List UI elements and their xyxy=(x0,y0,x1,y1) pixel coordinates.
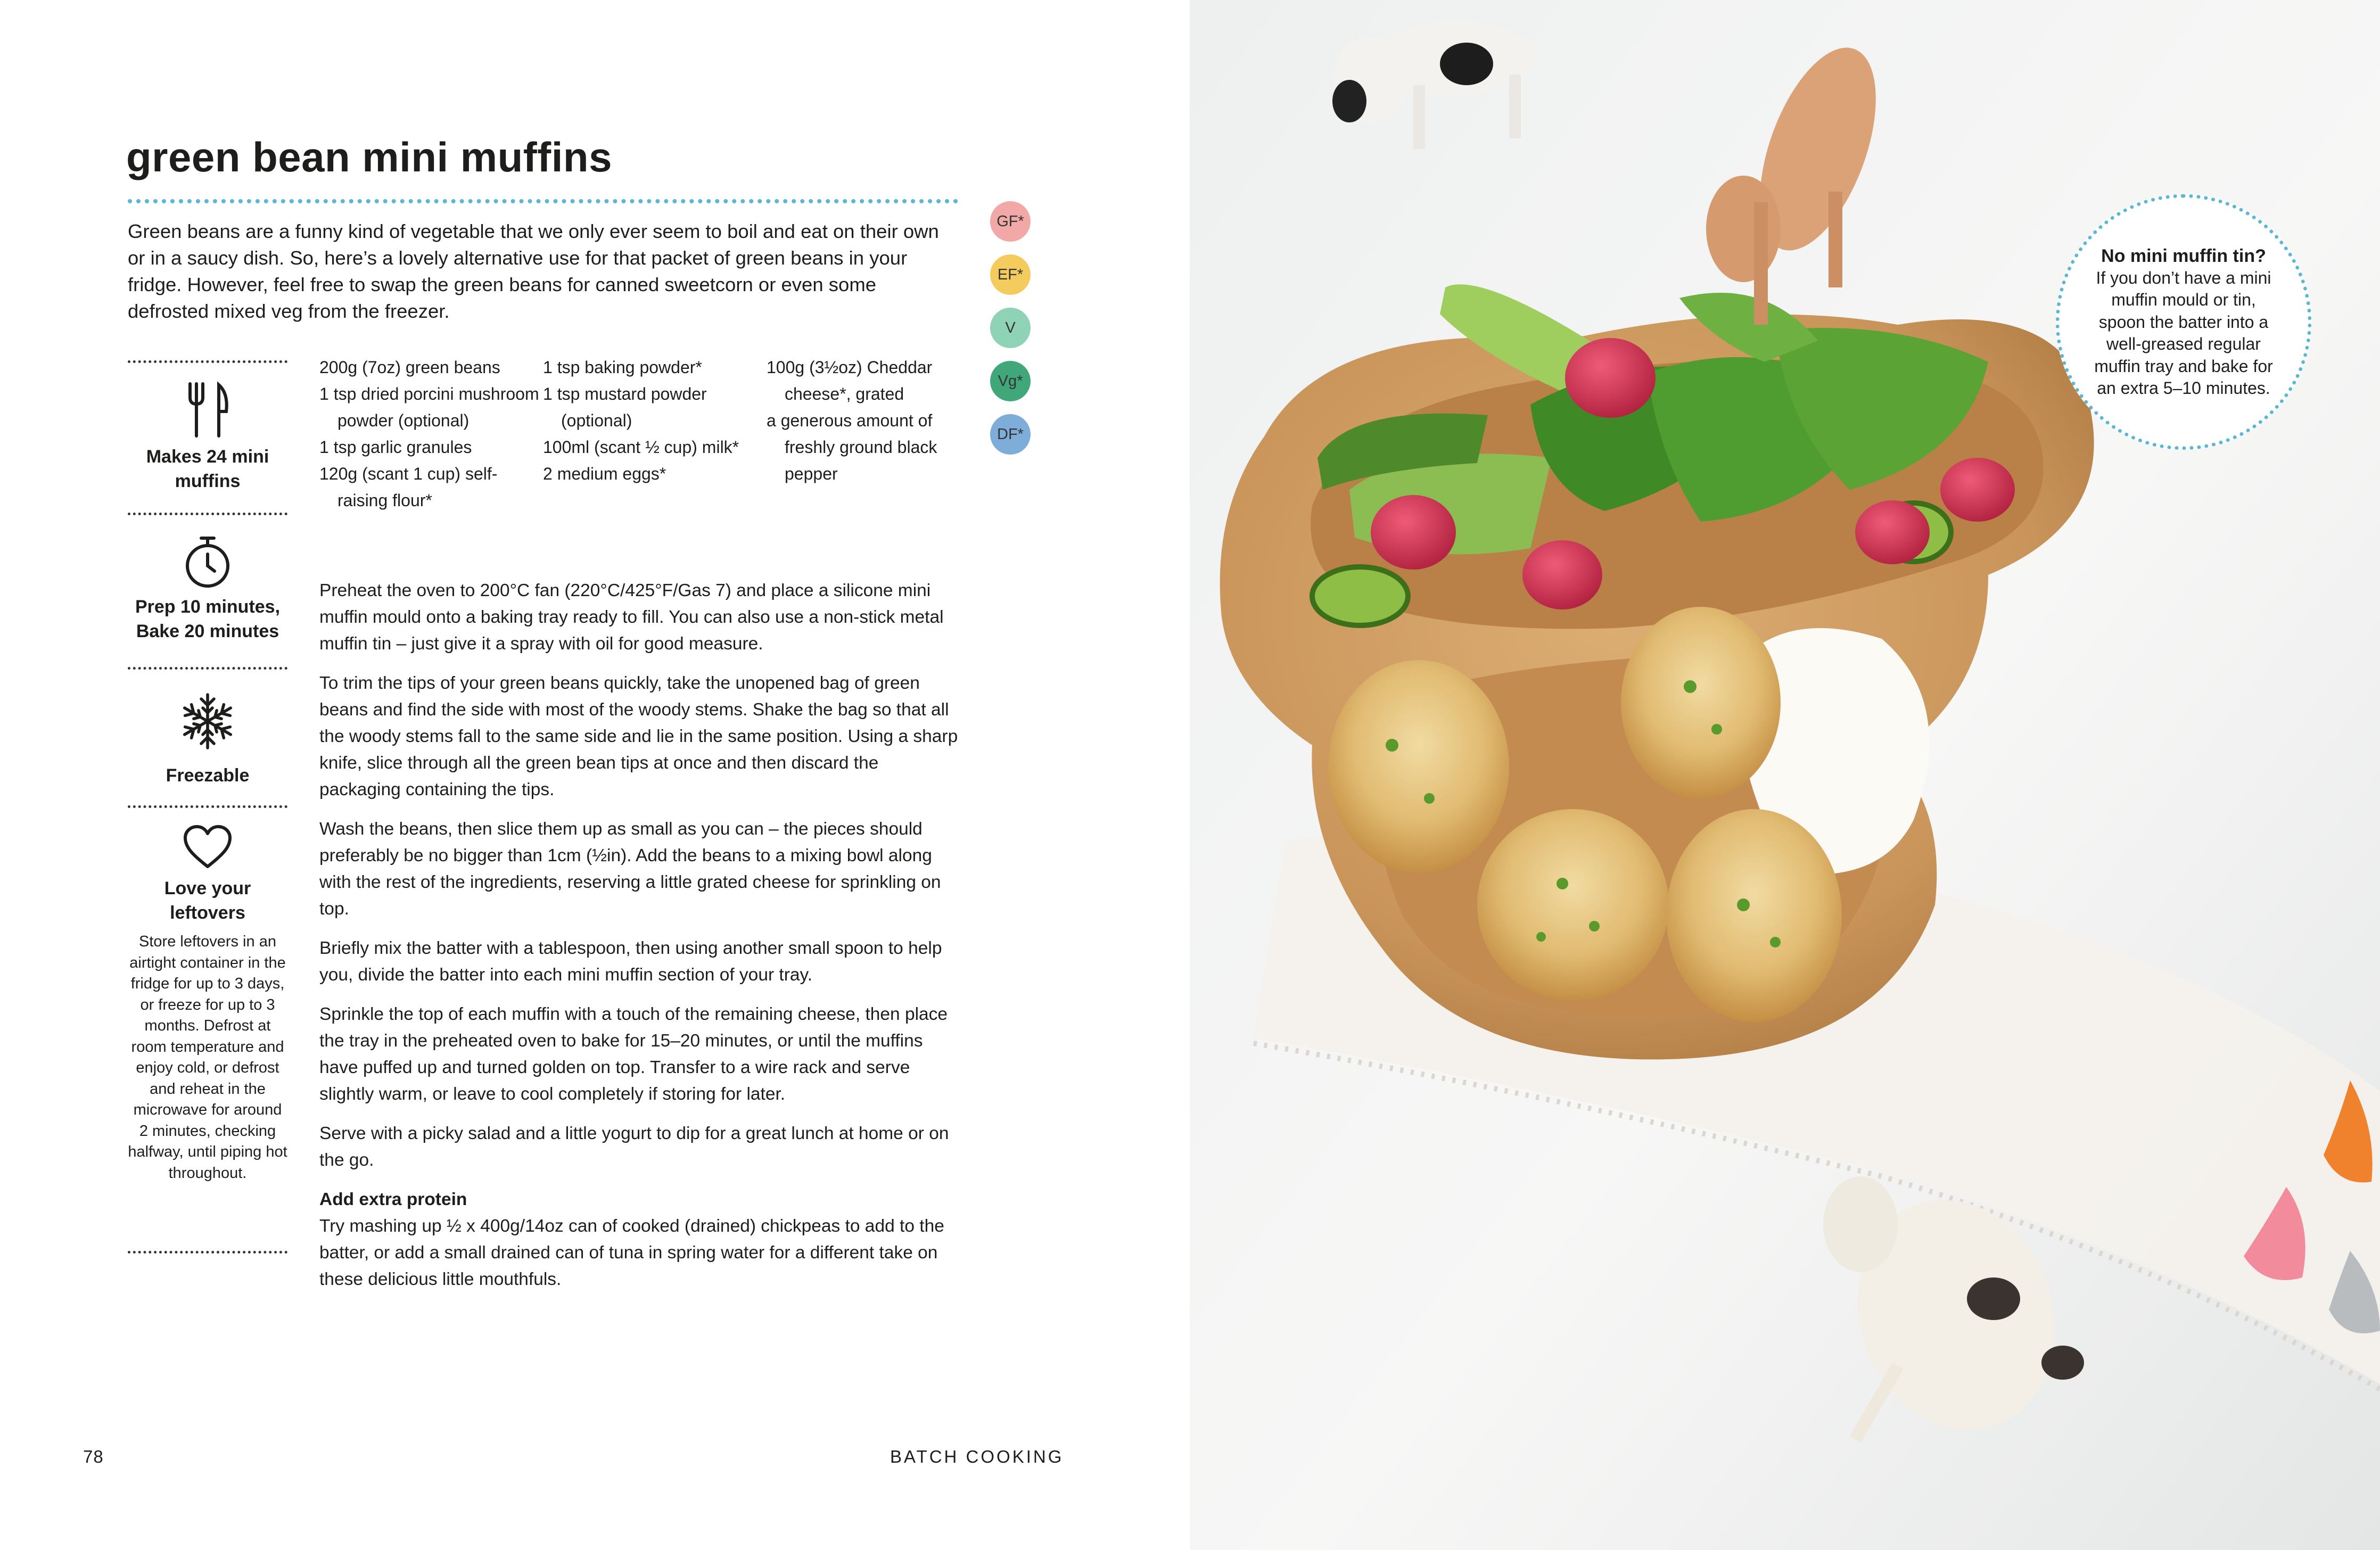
badge-label: GF* xyxy=(997,212,1024,230)
ingredient: 1 tsp mustard powder (optional) xyxy=(543,384,707,430)
leftovers-note: Store leftovers in an airtight container in the fridge for up to 3 days, or freeze for up to 3 months. Defrost at room temperature and enjoy cold, or defrost and reheat in the microwave for around 2 minutes, checking halfway, until piping hot throughout. xyxy=(128,933,287,1182)
method-step: Serve with a picky salad and a little yogurt to dip for a great lunch at home or on the go. xyxy=(319,1124,949,1170)
sidebar-leftovers xyxy=(128,824,287,1184)
sidebar-divider xyxy=(128,513,287,515)
badge-vegan xyxy=(990,361,1031,401)
method-step: Preheat the oven to 200°C fan (220°C/425°F/Gas 7) and place a silicone mini muffin mould onto a baking tray ready to fill. You can also use a non-stick metal muffin tin – just give it a spray with oil for good measure. xyxy=(319,581,944,654)
ingredient: 200g (7oz) green beans xyxy=(319,358,500,377)
ingredient: 120g (scant 1 cup) self-raising flour* xyxy=(319,464,498,510)
recipe-intro: Green beans are a funny kind of vegetable that we only ever seem to boil and eat on their own or in a saucy dish. So, here’s a lovely alternative use for that packet of green beans in your fridge. However, feel free to swap the green beans for canned sweetcorn or even some defrosted mixed veg from the freezer. xyxy=(128,220,939,322)
leftovers-label: Love your leftovers xyxy=(164,878,251,923)
ingredient: 1 tsp baking powder* xyxy=(543,358,702,377)
method-step: Wash the beans, then slice them up as small as you can – the pieces should preferably be no bigger than 1cm (½in). Add the beans to a mixing bowl along with the rest of the ingredients, reserving a little grated cheese for sprinkling on top. xyxy=(319,819,941,919)
section-name: BATCH COOKING xyxy=(890,1447,1064,1466)
bubble-text: If you don’t have a mini muffin mould or tin, spoon the batter into a well-greased regular muffin tray and bake for an extra 5–10 minutes. xyxy=(2094,268,2273,398)
badge-egg-free xyxy=(990,254,1031,295)
tip-title: Add extra protein xyxy=(319,1190,467,1209)
badge-label: EF* xyxy=(997,266,1024,283)
badge-label: Vg* xyxy=(998,372,1023,390)
sidebar-time xyxy=(128,535,287,644)
ingredient: 1 tsp dried porcini mushroom powder (optional) xyxy=(319,384,539,430)
right-page xyxy=(1190,0,2380,1550)
snowflake-icon xyxy=(181,692,234,751)
page-number: 78 xyxy=(83,1447,104,1466)
fork-knife-icon xyxy=(184,381,232,439)
method-step: To trim the tips of your green beans quickly, take the unopened bag of green beans and find the side with most of the woody stems. Shake the bag so that all the woody stems fall to the same side and lie in the same position. Using a sharp knife, slice through all the green bean tips at once and then discard the packaging containing the tips. xyxy=(319,673,958,799)
tip-bubble xyxy=(2056,194,2311,450)
method-step: Briefly mix the batter with a tablespoon, then using another small spoon to help you, divide the batter into each mini muffin section of your tray. xyxy=(319,938,942,985)
time-label: Prep 10 minutes, Bake 20 minutes xyxy=(135,597,281,641)
badge-dairy-free xyxy=(990,414,1031,455)
title-divider xyxy=(128,199,958,203)
badge-gluten-free xyxy=(990,201,1031,242)
ingredients-column xyxy=(319,354,543,514)
badge-vegetarian xyxy=(990,308,1031,348)
makes-label: Makes 24 mini muffins xyxy=(146,447,269,491)
ingredient: 1 tsp garlic granules xyxy=(319,438,472,457)
ingredients-column xyxy=(767,354,958,514)
badge-label: V xyxy=(1005,319,1016,336)
stopwatch-icon xyxy=(184,535,232,589)
tip-text: Try mashing up ½ x 400g/14oz can of cooked (drained) chickpeas to add to the batter, or add a small drained can of tuna in spring water for a different take on these delicious little mouthfuls. xyxy=(319,1216,944,1289)
badge-label: DF* xyxy=(997,425,1024,443)
sidebar-divider xyxy=(128,667,287,670)
freezable-label: Freezable xyxy=(166,765,250,786)
method-step: Sprinkle the top of each muffin with a touch of the remaining cheese, then place the tray in the preheated oven to bake for 15–20 minutes, or until the muffins have puffed up and turned golden on top. Transfer to a wire rack and serve slightly warm, or leave to cool completely if storing for later. xyxy=(319,1004,948,1104)
ingredient: 100ml (scant ½ cup) milk* xyxy=(543,438,739,457)
bubble-title: No mini muffin tin? xyxy=(2101,245,2266,266)
diet-badges xyxy=(990,201,1031,467)
ingredient: 2 medium eggs* xyxy=(543,464,666,483)
sidebar-makes xyxy=(128,381,287,493)
ingredients-column xyxy=(543,354,767,514)
ingredient: a generous amount of freshly ground black pepper xyxy=(767,411,937,483)
method xyxy=(319,578,958,1306)
sidebar-divider xyxy=(128,805,287,808)
heart-icon xyxy=(182,824,233,871)
sidebar-divider xyxy=(128,1251,287,1254)
sidebar-divider xyxy=(128,360,287,363)
sidebar-freezable xyxy=(128,692,287,788)
ingredient: 100g (3½oz) Cheddar cheese*, grated xyxy=(767,358,933,403)
ingredients xyxy=(319,354,958,514)
recipe-title: green bean mini muffins xyxy=(126,134,612,180)
